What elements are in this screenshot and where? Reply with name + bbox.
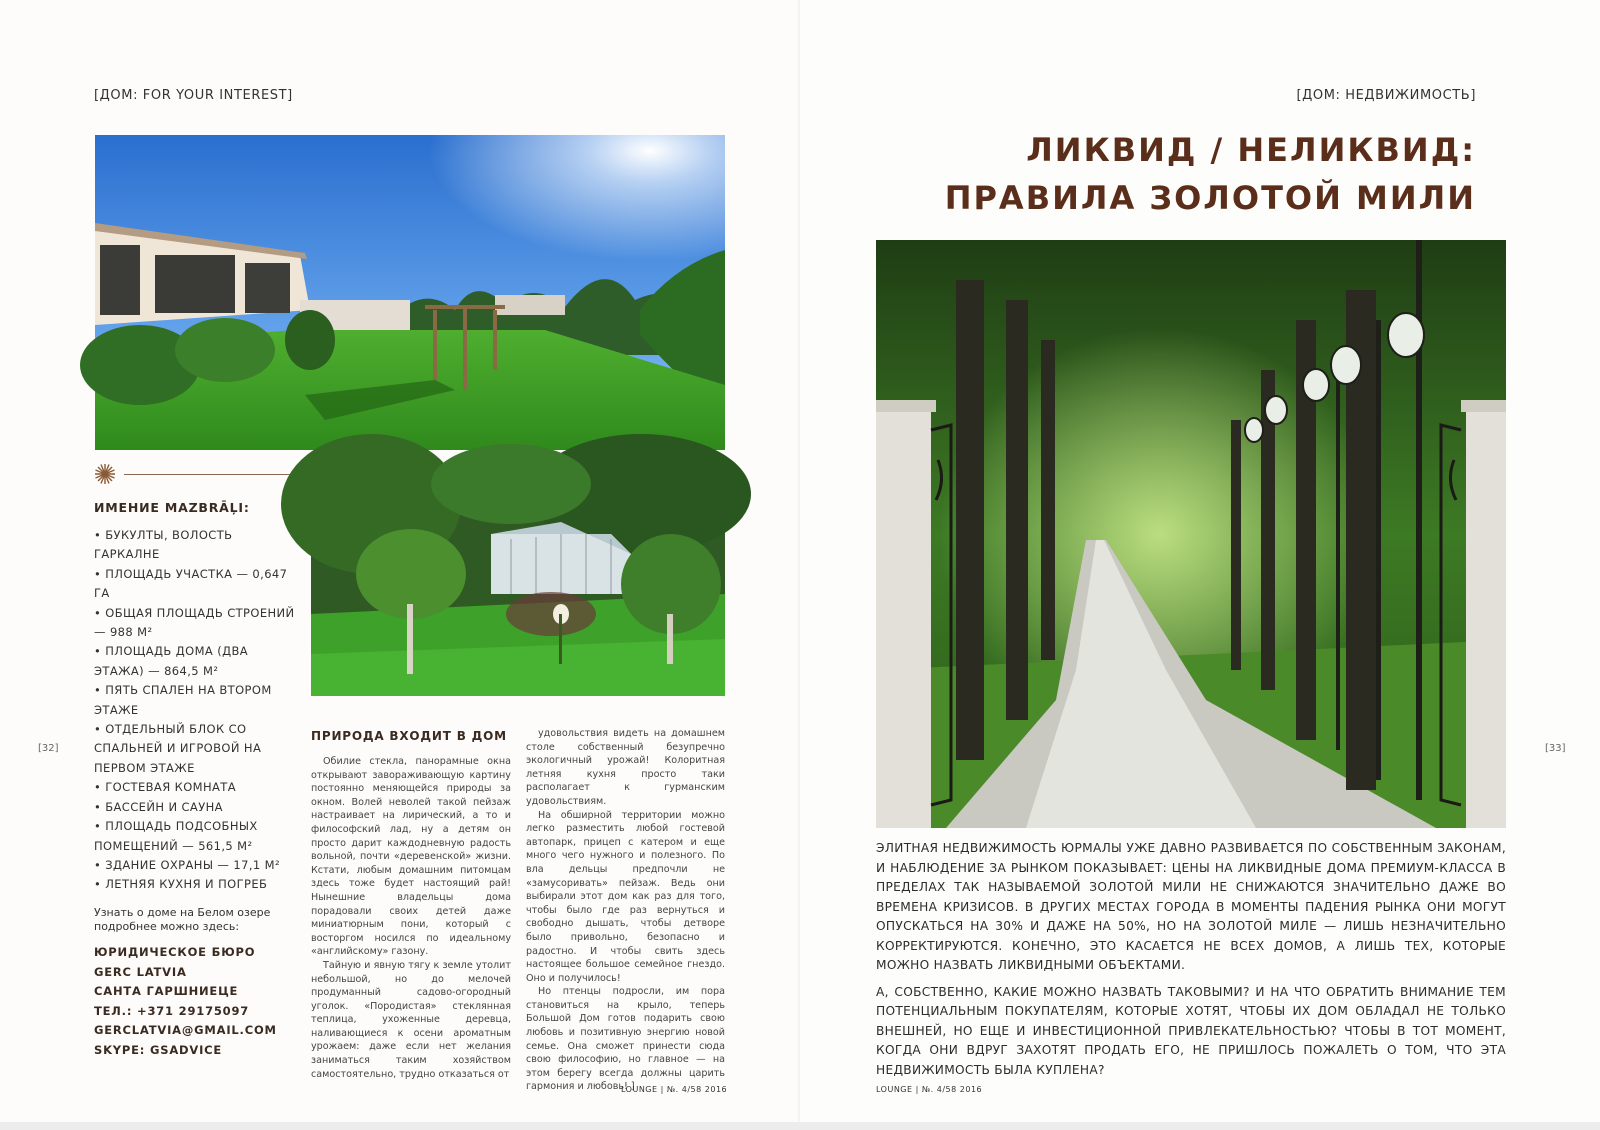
company-name-latin: GERC LATVIA xyxy=(94,964,187,979)
paragraph: На обширной территории можно легко разместить любой гостевой автопарк, прицеп с катером и еще много чего нужного и полезного. По вла дельцы предпочли не «замусоривать» пейзаж. Ведь они выбирали этот дом как раз для того, чтобы было где раз вернуться и свободно дышать, чтобы детворе было привольно, безопасно и радостно. И чтобы свить здесь настоящее большое семейное гнездо. Оно и получилось! xyxy=(526,809,725,984)
paragraph: удовольствия видеть на домашнем столе собственный безупречно экологичный урожай! Колоритная летняя кухня просто таки располагает к гурманским удовольствиям. xyxy=(526,728,725,807)
footer-left: LOUNGE | №. 4/58 2016 xyxy=(621,1085,728,1094)
paragraph: Обилие стекла, панорамные окна открывают завораживающую картину постоянно меняющейся природы за окном. Волей неволей такой пейзаж настраивает на лирический, а то и философский лад, ну а детям он просто дарит каждодневную радость вольной, почти «деревенской» жизни. Кстати, любым домашним питомцам здесь тоже будет настоящий рай! Нынешние владельцы дома порадовали своих детей даже миниатюрным пони, который с восторгом носился по идеальному «английскому» газону. xyxy=(311,756,511,958)
page-number-right: [33] xyxy=(1545,743,1566,754)
contact-block xyxy=(94,943,314,1061)
list-item: • БАССЕЙН И САУНА xyxy=(94,798,299,817)
paragraph: Но птенцы подросли, им пора становиться на крыло, теперь Большой Дом готов подарить свою любовь и позитивную энергию новой семье. Она сможет принести сюда свою философию, но главное — на этом берегу всегда должны царить гармония и любовь! ] xyxy=(526,986,725,1093)
estate-title: ИМЕНИЕ MAZBRĀĻI: xyxy=(94,500,250,515)
bottom-edge xyxy=(0,1122,1600,1130)
estate-house-photo xyxy=(95,135,725,450)
estate-info xyxy=(94,500,299,895)
contact-person: САНТА ГАРШНИЕЦЕ xyxy=(94,984,239,999)
article-headline xyxy=(945,126,1476,222)
list-item: • ЛЕТНЯЯ КУХНЯ И ПОГРЕБ xyxy=(94,875,299,894)
list-item: • БУКУЛТЫ, ВОЛОСТЬ ГАРКАЛНЕ xyxy=(94,526,299,565)
list-item: • ОБЩАЯ ПЛОЩАДЬ СТРОЕНИЙ — 988 М² xyxy=(94,604,299,643)
contact-phone: ТЕЛ.: +371 29175097 xyxy=(94,1003,250,1018)
list-item: • ПЛОЩАДЬ УЧАСТКА — 0,647 ГА xyxy=(94,565,299,604)
garden-greenhouse-photo xyxy=(311,464,725,696)
paragraph: Тайную и явную тягу к земле утолит небольшой, но до мелочей продуманный садово-огородный уголок. «Породистая» стеклянная теплица, ухоженные деревца, наливающиеся к осени ароматным урожаем: даже если нет желания заниматься таким хозяйством самостоятельно, трудно отказаться от xyxy=(311,959,511,1080)
company-name: ЮРИДИЧЕСКОЕ БЮРО xyxy=(94,945,256,959)
estate-feature-list xyxy=(94,526,299,895)
article-heading: ПРИРОДА ВХОДИТ В ДОМ xyxy=(311,729,507,743)
decorative-ornament xyxy=(94,463,294,485)
article-column-1 xyxy=(311,755,511,1080)
headline-line-1: ЛИКВИД / НЕЛИКВИД: xyxy=(1026,131,1476,169)
section-tag-right: [ДОМ: НЕДВИЖИМОСТЬ] xyxy=(1296,88,1476,103)
paragraph: ЭЛИТНАЯ НЕДВИЖИМОСТЬ ЮРМАЛЫ УЖЕ ДАВНО РАЗВИВАЕТСЯ ПО СОБСТВЕННЫМ ЗАКОНАМ, И НАБЛЮДЕНИЕ ЗА РЫНКОМ ПОКАЗЫВАЕТ: ЦЕНЫ НА ЛИКВИДНЫЕ ДОМА ПРЕМИУМ-КЛАССА В ПРЕДЕЛАХ ТАК НАЗЫВАЕМОЙ ЗОЛОТОЙ МИЛИ НЕ СНИЖАЮТСЯ ЗНАЧИТЕЛЬНО ДАЖЕ ВО ВРЕМЕНА КРИЗИСОВ. В ДРУГИХ МЕСТАХ ГОРОДА В МОМЕНТЫ ПАДЕНИЯ РЫНКА ОНИ МОГУТ ОПУСКАТЬСЯ НА 30% И ДАЖЕ НА 50%, НО НА ЗОЛОТОЙ МИЛЕ — ЛИШЬ НЕЗНАЧИТЕЛЬНО КОРРЕКТИРУЮТСЯ. КОНЕЧНО, ЭТО КАСАЕТСЯ НЕ ВСЕХ ДОМОВ, А ЛИШЬ ТЕХ, КОТОРЫЕ МОЖНО НАЗВАТЬ ЛИКВИДНЫМИ ОБЪЕКТАМИ. xyxy=(876,841,1506,972)
section-tag-left: [ДОМ: FOR YOUR INTEREST] xyxy=(94,88,293,103)
list-item: • ПЛОЩАДЬ ДОМА (ДВА ЭТАЖА) — 864,5 М² xyxy=(94,642,299,681)
list-item: • ЗДАНИЕ ОХРАНЫ — 17,1 М² xyxy=(94,856,299,875)
list-item: • ПЛОЩАДЬ ПОДСОБНЫХ ПОМЕЩЕНИЙ — 561,5 М² xyxy=(94,817,299,856)
page-number-left: [32] xyxy=(38,743,59,754)
sunburst-icon xyxy=(94,463,116,485)
contact-email: GERCLATVIA@GMAIL.COM xyxy=(94,1023,277,1038)
list-item: • ПЯТЬ СПАЛЕН НА ВТОРОМ ЭТАЖЕ xyxy=(94,681,299,720)
contact-skype: SKYPE: GSADVICE xyxy=(94,1042,223,1057)
paragraph: А, СОБСТВЕННО, КАКИЕ МОЖНО НАЗВАТЬ ТАКОВЫМИ? И НА ЧТО ОБРАТИТЬ ВНИМАНИЕ ТЕМ ПОТЕНЦИАЛЬНЫМ ПОКУПАТЕЛЯМ, КОТОРЫЕ ХОТЯТ, ЧТОБЫ ИХ ДОМ ОБЛАДАЛ НЕ ТОЛЬКО ВНЕШНЕЙ, НО ЕЩЕ И ИНВЕСТИЦИОННОЙ ПРИВЛЕКАТЕЛЬНОСТЬЮ? ЧТОБЫ В ТОТ МОМЕНТ, КОГДА ОНИ ВДРУГ ЗАХОТЯТ ПРОДАТЬ ЕГО, НЕ ПРИШЛОСЬ ПОЖАЛЕТЬ О ТОМ, ЧТО ЭТА НЕДВИЖИМОСТЬ БЫЛА КУПЛЕНА? xyxy=(876,984,1506,1077)
tree-alley-gate-photo xyxy=(876,240,1506,828)
list-item: • ОТДЕЛЬНЫЙ БЛОК СО СПАЛЬНЕЙ И ИГРОВОЙ НА ПЕРВОМ ЭТАЖЕ xyxy=(94,720,299,778)
headline-line-2: ПРАВИЛА ЗОЛОТОЙ МИЛИ xyxy=(944,179,1476,217)
footer-right: LOUNGE | №. 4/58 2016 xyxy=(876,1085,983,1094)
list-item: • ГОСТЕВАЯ КОМНАТА xyxy=(94,778,299,797)
article-body xyxy=(876,839,1506,1087)
contact-intro: Узнать о доме на Белом озере подробнее можно здесь: xyxy=(94,906,271,933)
